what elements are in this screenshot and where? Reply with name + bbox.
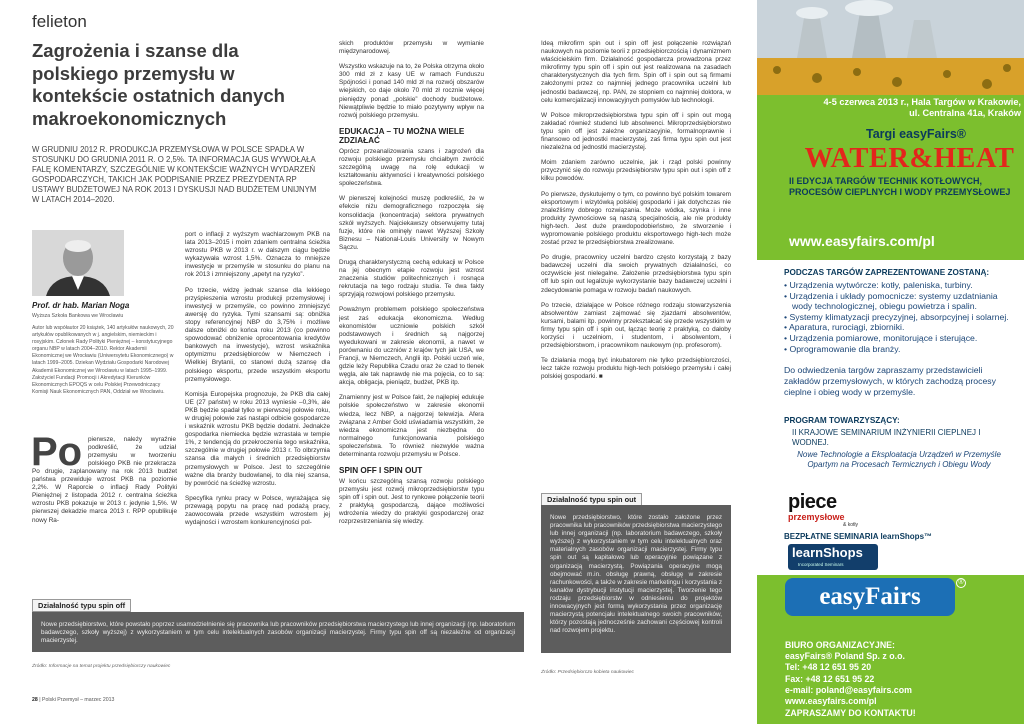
paragraph: Oprócz przeanalizowania szans i zagrożeń dla rozwoju polskiego przemysłu chciałbym zwrócić szczególną uwagę na rolę edukacji w kształtowaniu aktywności i kreatywności polskiego społeczeństwa. [339,147,484,188]
list-item: • Urządzenia pomiarowe, monitorujące i sterujące. [784,333,1014,344]
org-name: easyFairs® Poland Sp. z o.o. [785,651,905,662]
box-spin-off-label: Działalność typu spin off [32,599,131,612]
box-spin-out-label: Działalność typu spin out [541,493,642,506]
paragraph: W pierwszej kolejności muszę podkreślić, że w efekcie niżu demograficznego rozpoczęła się konsolidacja (koncentracja) sektora prywatnych szkół wyższych. Najciekawszy obserwujemy tutaj fuzje, które nie ominęły nawet Wyższej Szkoły Biznesu – National-Louis University w Nowym Sączu. [339,195,484,251]
ad-call-to-action: ZAPRASZAMY DO KONTAKTU! [785,708,916,718]
author-institution: Wyższa Szkoła Bankowa we Wrocławiu [32,313,124,319]
paragraph: Te działania mogą być inkubatorem nie tylko przedsiębiorczości, lecz także rozwoju produktu high-tech polskiego przemysłu i całej polskiej gospodarki. ■ [541,357,731,381]
program-title: II KRAJOWE SEMINARIUM INŻYNIERII CIEPLNEJ I WODNEJ. [792,428,981,447]
paragraph: Wszystko wskazuje na to, że Polska otrzyma około 300 mld zł z kasy UE w ramach Funduszu Spójności i ponad 140 mld zł na rozwój obszarów wiejskich, co daje około 70 mld zł rocznie więcej pieniędzy ponad „polskie” dochody budżetowe. Niewątpliwie będzie to miało pozytywny wpływ na rozwój polskiego przemysłu. [339,63,484,119]
article-title: Zagrożenia i szanse dla polskiego przemysłu w kontekście ostatnich danych makroekonomicznych [32,40,285,129]
paragraph: Moim zdaniem zarówno uczelnie, jak i rząd polski powinny przyczynić się do rozwoju przedsiębiorstw typu spin out i spin off z kilku powodów. [541,159,731,183]
author-photo [32,230,124,296]
paragraph: Drugą charakterystyczną cechą edukacji w Polsce na jej obecnym etapie rozwoju jest wzrost znaczenia studiów politechnicznych i rosnąca rekrutacja na tego rodzaju studia. Te dwa fakty sprzyjają rozwojowi polskiego przemysłu. [339,258,484,299]
learnshops-text: learnShops [792,545,863,560]
ad-targi-label: Targi easyFairs® [866,127,966,141]
column-2 [185,231,330,595]
author-name: Prof. dr hab. Marian Noga [32,301,130,310]
paragraph: Komisja Europejska prognozuje, że PKB dla całej UE (27 państw) w roku 2013 wyniesie –0,3%, ale PKB będzie spadał tylko w pierwszej połowie roku, w drugiej połowie zaś nastąpi odbicie gospodarcze i wskaźnik wzrostu PKB będzie dodatni. Jednakże gospodarka niemiecka będzie wzrastała w tempie 1%, z tendencją do przekroczenia tego wskaźnika, szczególnie w drugiej połowie 2013 r. To olbrzymia szansa dla małych i średnich przedsiębiorstw przemysłowych w Polsce. Jest to szczególnie ważne dla branży budowlanej, to dla niej szansa, by powrócić na ścieżkę wzrostu. [185,390,330,487]
ad-piece-logo [788,492,898,528]
section-heading: SPIN OFF I SPIN OUT [339,466,423,476]
ad-url-link[interactable]: www.easyfairs.com/pl [789,233,935,249]
piece-logo-text: piece [788,491,837,513]
paragraph: W końcu szczególną szansą rozwoju polskiego przemysłu jest rozwój mikroprzedsiębiorstw typu spin off i spin out. Jest to rynkowe połączenie teorii z praktyką gospodarczą, dające możliwości wdrożenia wiedzy do praktyki gospodarczej oraz rozprzestrzeniania się wiedzy. [339,477,484,526]
org-heading: BIURO ORGANIZACYJNE: [785,640,895,650]
ad-dates: 4-5 czerwca 2013 r., Hala Targów w Krakowie, ul. Centralna 41a, Kraków [823,97,1021,118]
paragraph: Znamienny jest w Polsce fakt, że najlepiej edukuje polskie społeczeństwo w zakresie ekonomii wiedza, lecz NBP, a najgorzej telewizja. Afera związana z Amber Gold uświadamia wszystkim, że wiedza ekonomiczna jest niezbędna do normalnego funkcjonowania polskiego społeczeństwa. To również niezwykle ważna determinanta rozwoju przemysłu w Polsce. [339,394,484,459]
drop-cap: Po [31,430,83,474]
ad-subtitle: II EDYCJA TARGÓW TECHNIK KOTŁOWYCH, PROCESÓW CIEPLNYCH I WODY PRZEMYSŁOWEJ [789,176,1011,197]
ad-invite: Do odwiedzenia targów zapraszamy przedstawicieli zakładów przemysłowych, w których zachodzą procesy cieplne i obieg wody w przemyśle. [784,365,996,397]
org-tel: Tel: +48 12 651 95 20 [785,662,872,673]
box-spin-out-caption: Źródło: Przedsiębiorczo kobieta naukowiec [541,670,634,675]
box-spin-out: Nowe przedsiębiorstwo, które zostało założone przez pracownika lub pracowników przedsiębiorstwa macierzystego lub innej organizacji (np. laboratorium badawczego, szkoły wyższej) z wykorzystaniem w tym celu intelektualnych oraz materialnych zasobów organizacji macierzystej. Firmy typu spin out są kapitałowo lub operacyjnie powiązane z organizacją macierzystą. Powiązania operacyjne mogą obejmować m.in. obsługę prawną, obsługę w zakresie rachunkowości, a także w zakresie marketingu i korzystania z kanałów dystrybucji instytucji macierzystej. Tworzenie tego rodzaju przedsiębiorstw w odniesieniu do projektów innowacyjnych jest formą wykorzystania przez organizację macierzystą potencjału intelektualnego swoich pracowników, którzy pozostają jednocześnie zachowani częściowej kontroli nad rozwojem projektu. [541,505,731,653]
paragraph: Poważnym problemem polskiego społeczeństwa jest zaś edukacja ekonomiczna. Według ekonomistów uczniowie polskich szkół podstawowych i średnich są najgorzej wyedukowani w zakresie ekonomii, a nawet w porównaniu do uczniów z krajów tych jak USA, we Francji, w Niemczech, Anglii itp. Polski uczeń wie, gdzie leży Republika Czadu oraz że czad to tlenek węgla, ale tak naprawdę nie ma pojęcia, co to są: akcja, obligacja, pieniądz, budżet, PKB itp. [339,306,484,387]
paragraph: Po drugie, pracownicy uczelni bardzo często korzystają z bazy badawczej uczelni dla swoich prywatnych działalności, co oczywiście jest nielegalne. Założenie przedsiębiorstwa typu spin off lub spin out legalizuje wykorzystanie bazy badawczej uczelni i zdecydowanie pomaga w rozwoju badań naukowych. [541,254,731,294]
ad-program-1 [784,428,1014,470]
paragraph: Po drugie, zaplanowany na rok 2013 budżet państwa przewiduje wzrost PKB na poziomie 2,2%. W Raporcie o inflacji Rady Polityki Pieniężnej z listopada 2012 r. centralna ścieżka wzrostu PKB pokazuje w 2013 r. jedynie 1,5%. W pierwszej dekadzie marca 2013 r. RPP opublikuje nowy Ra- [32,468,177,524]
piece-logo-small: & kotły [842,522,858,528]
column-3 [339,40,484,595]
column-4 [541,40,731,480]
author-bio: Autor lub współautor 20 książek, 140 artykułów naukowych, 20 artykułów opublikowanych w j. angielskim, niemieckim i rosyjskim. Członek Rady Polityki Pieniężnej – konstytucyjnego organu NBP w latach 2004–2010. Rektor Akademii Ekonomicznej we Wrocławiu (Uniwersytetu Ekonomicznego) w latach 1999–2005. Dziekan Wydziału Gospodarki Narodowej Akademii Ekonomicznej we Wrocławiu w latach 1995–1999. Założyciel Fundacji Promocji i Akredytacji Kierunków Ekonomicznych EPOQS w celu Polskiej Przewodniczący Komisji Nauk Ekonomicznych PAN, Oddział we Wrocławiu. [32,325,174,395]
box-spin-off-caption: Źródło: Informacje na temat projektu przedsiębiorczy naukowiec [32,664,171,669]
page-footer: 28 | Polski Przemysł – marzec 2013 [32,697,115,703]
program-subtitle: Nowe Technologie a Eksploatacja Urządzeń w Przemyśle Opartym na Procesach Termicznych i Obiegu Wody [797,450,1001,469]
paragraph: Po trzecie, działające w Polsce różnego rodzaju stowarzyszenia absolwentów zamiast zajmować się zjazdami absolwentów, kursami, balami itp. powinny przekształcać się przede wszystkim w firmy typu spin off i spin out, łącząc teorię z praktyką, co dałoby korzyści i uczelniom, i studentom, i absolwentom, i przedsiębiorstwom, i pracownikom naukowym (np. profesorom). [541,301,731,350]
section-heading: EDUKACJA – TU MOŻNA WIELE ZDZIAŁAĆ [339,126,465,146]
ad-zones-list [784,280,1014,354]
list-item: • Systemy klimatyzacji precyzyjnej, absorpcyjnej i solarnej. [784,312,1014,323]
list-item: • Urządzenia i układy pomocnicze: systemy uzdatniania wody technologicznej, obiegu powietrza i spalin. [784,291,1014,312]
ad-zones-heading: PODCZAS TARGÓW ZAPREZENTOWANE ZOSTANĄ: [784,268,990,277]
ad-program-2: BEZPŁATNE SEMINARIA learnShops™ [784,532,933,541]
paragraph: W Polsce mikroprzedsiębiorstwa typu spin off i spin out mogą zakładać również studenci lub absolwenci. Mikroprzedsiębiorstwo typu spin off jest zależne organizacyjnie, formalnoprawnie i finansowo od jednostki macierzystej, zaś firma typu spin out jest niezależna od jednostki macierzystej. [541,111,731,152]
org-email[interactable]: e-mail: poland@easyfairs.com [785,684,912,695]
paragraph: skich produktów przemysłu w wymianie międzynarodowej. [339,40,484,56]
piece-logo-sub: przemysłowe [788,512,845,522]
paragraph: pierwsze, należy wyraźnie podkreślić, że udział przemysłu w tworzeniu polskiego PKB nie przekracza [88,436,176,468]
list-item: • Oprogramowanie dla branży. [784,344,1014,355]
ad-program-heading: PROGRAM TOWARZYSZĄCY: [784,416,900,425]
article-lead: W GRUDNIU 2012 R. PRODUKCJA PRZEMYSŁOWA W POLSCE SPADŁA W STOSUNKU DO GRUDNIA 2011 R. O 2,5%. TA INFORMACJA GUS WYWOŁAŁA FALĘ KOMENTARZY, SZCZEGÓLNIE W KONTEKŚCIE WAŻNYCH WYDARZEŃ GOSPODARCZYCH, TAKICH JAK PODPISANIE PRZEZ PREZYDENTA RP USTAWY BUDŻETOWEJ NA ROK 2013 I DYSKUSJI NAD BUDŻETEM UNIJNYM W LATACH 2014–2020. [32,145,317,204]
ad-brand-water-heat: WATER&HEAT [804,143,1015,174]
org-fax: Fax: +48 12 651 95 22 [785,673,875,684]
ad-learnshops-logo [788,544,878,570]
footer-text: Polski Przemysł – marzec 2013 [42,697,115,703]
paragraph: port o inflacji z wyższym wachlarzowym PKB na lata 2013–2015 i moim zdaniem centralna ścieżka wzrostu PKB w 2013 r. w dalszym ciągu będzie wykazywała wzrost 1,5%. Oznacza to mniejsze inwestycje w przemyśle w stosunku do planu na rok 2013 i zmniejszony „apetyt na ryzyko”. [185,231,330,279]
page-number: 28 [32,697,38,703]
paragraph: Po pierwsze, dyskutujemy o tym, co powinno być polskim towarem eksportowym i wizytówką polskiej gospodarki i jak dotychczas nie znaleźliśmy dobrego rozwiązania. Może wódka, szynka i inne produkty żywnościowe są naszą specjalnością, ale nie produkty high-tech. Jest duże prawdopodobieństwo, że stworzenie i wypromowanie polskiego produktu eksportowego high-tech może zostać przez te przedsiębiorstwa zrealizowane. [541,190,731,247]
section-rubric: felieton [32,12,87,31]
easyfairs-logo: easyFairs [785,578,955,616]
paragraph: Specyfika rynku pracy w Polsce, wyrażająca się przewagą popytu na pracę nad podażą pracy, zaowocowała przede wszystkim wzrostem jej wydajności i wzrostem konkurencyjności pol- [185,494,330,527]
list-item: • Urządzenia wytwórcze: kotły, paleniska, turbiny. [784,280,1014,291]
column-1-body [32,468,177,593]
ad-organizer [785,640,1020,707]
registered-icon: ® [956,578,966,588]
paragraph: Po trzecie, widzę jednak szanse dla lekkiego przyśpieszenia wzrostu produkcji przemysłowej i inwestycji w przemyśle, co powinno zmniejszyć awersję do ryzyka. Tymi szansami są: obniżka stopy referencyjnej NBP do 3,75% i możliwe dalsze obniżki do końca roku 2013 (co powinno spowodować obniżenie oprocentowania kredytów bankowych na inwestycje), wzrost wskaźnika optymizmu przedsiębiorców w Niemczech i Wielkiej Brytanii, co stanowi dużą szansę dla polskiego eksportu, przede wszystkim eksportu przemysłowego. [185,286,330,383]
org-web[interactable]: www.easyfairs.com/pl [785,696,877,707]
list-item: • Aparatura, rurociągi, zbiorniki. [784,322,1014,333]
learnshops-sub: Incorporated Seminars [798,562,844,567]
box-spin-off: Nowe przedsiębiorstwo, które powstało poprzez usamodzielnienie się pracownika lub pracowników przedsiębiorstwa macierzystego lub innej organizacji (np. laboratorium badawczego, szkoły wyższej) z wykorzystaniem w tym celu intelektualnych zasobów organizacji macierzystej. Firmy typu spin off są niezależne od organizacji macierzystej. [32,612,524,652]
paragraph: Ideą mikrofirm spin out i spin off jest połączenie rozwiązań naukowych na poziomie teorii z przedsiębiorczością i dynamizmem właścicielskim firm. Działalność gospodarcza prowadzona przez mikrofirmy typu spin off i spin out jest realizowana na zasadach charakterystycznych dla tych firm. Spin off i spin out są firmami założonymi przez co najmniej jednego pracownika uczelni lub jednostki badawczej, np. PAN, ze stopniem co najmniej doktora, w celu komercjalizacji innowacyjnych pomysłów lub technologii. [541,40,731,104]
ad-photo-power-plant [757,0,1024,95]
